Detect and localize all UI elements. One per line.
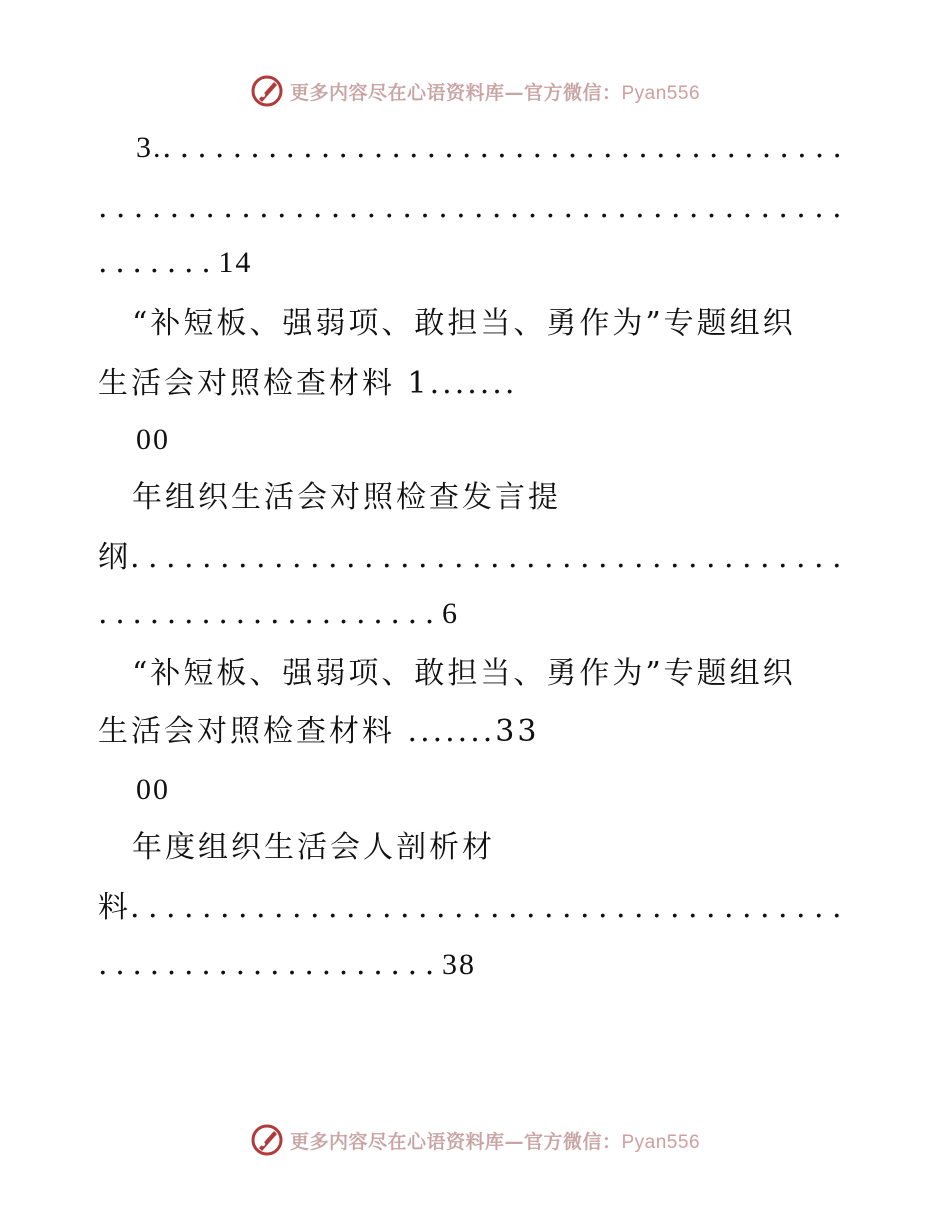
- toc-entry-title: 年组织生活会对照检查发言提: [132, 480, 561, 515]
- toc-entry-page-row: [98, 243, 252, 283]
- pen-logo-icon: [250, 74, 284, 108]
- toc-page-number: 6: [442, 597, 459, 630]
- toc-entry-year: 00: [136, 423, 170, 456]
- toc-leader-dots: . . . . . . . . . . . . . . . . . . . . . . . . . . . . . . . . . . . . . . .: [162, 130, 842, 165]
- toc-leader-dots: . . . . . . . . . . . . . . . . . . . . . . . . . . . . . . . . . . . . . . . .: [130, 890, 842, 925]
- toc-entry-title: 年度组织生活会人剖析材: [132, 830, 495, 865]
- toc-entry-title: “补短板、强弱项、敢担当、勇作为”专题组织: [132, 656, 796, 691]
- header-watermark: [0, 71, 950, 111]
- watermark-text: 更多内容尽在心语资料库—官方微信：Pyan556: [289, 1130, 701, 1153]
- toc-leader-dots: . . . . . . .: [98, 245, 211, 280]
- toc-entry-title: 生活会对照检查材料 1.......: [98, 366, 518, 401]
- toc-leader-dots: . . . . . . . . . . . . . . . . . . . .: [98, 947, 435, 982]
- toc-entry-title: 生活会对照检查材料 .......33: [98, 714, 540, 749]
- watermark-text: 更多内容尽在心语资料库—官方微信：Pyan556: [289, 81, 701, 104]
- toc-entry-year: 00: [136, 773, 170, 806]
- toc-entry-title-end: 纲: [98, 540, 131, 575]
- toc-entry-prefix: 3.: [136, 131, 163, 164]
- toc-entry-title-end: 料: [98, 890, 131, 925]
- toc-leader-dots: . . . . . . . . . . . . . . . . . . . . . . . . . . . . . . . . . . . . . . . .: [130, 540, 842, 575]
- toc-entry-page-row: [98, 945, 476, 985]
- toc-entry-title: “补短板、强弱项、敢担当、勇作为”专题组织: [132, 306, 796, 341]
- pen-logo-icon: [250, 1123, 284, 1157]
- footer-watermark: [0, 1120, 950, 1160]
- toc-page-number: 38: [442, 948, 476, 981]
- toc-leader-dots: . . . . . . . . . . . . . . . . . . . .: [98, 596, 435, 631]
- toc-leader-dots: . . . . . . . . . . . . . . . . . . . . . . . . . . . . . . . . . . . . . . . . . .: [98, 190, 842, 225]
- toc-page-number: 14: [218, 246, 253, 279]
- toc-entry-page-row: [98, 594, 459, 634]
